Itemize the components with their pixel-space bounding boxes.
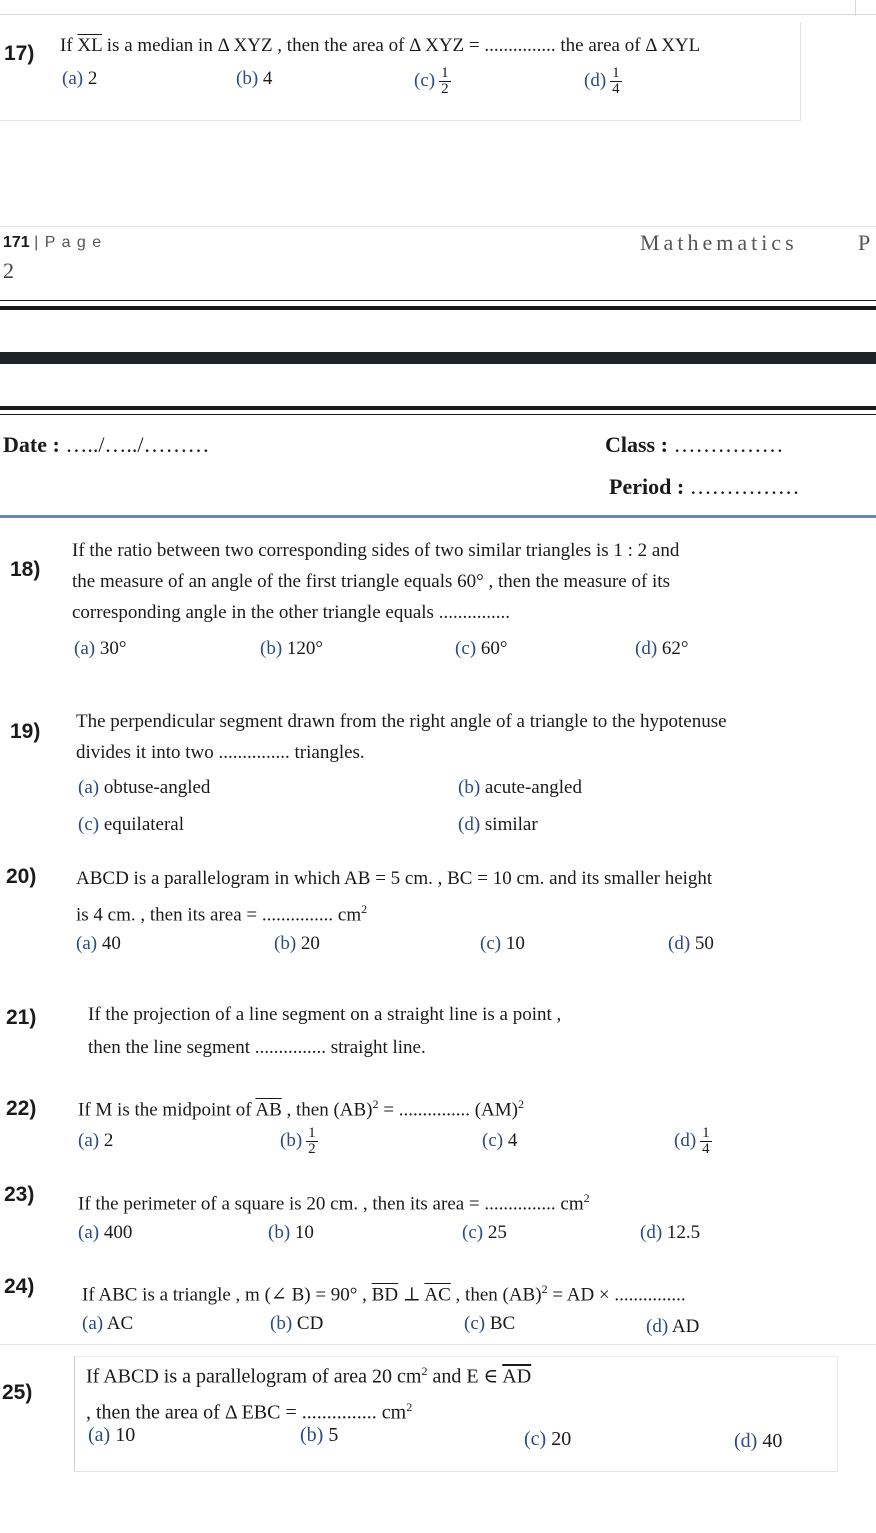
q25-option-d[interactable]: (d) 40 xyxy=(734,1430,783,1452)
blank: ............... xyxy=(398,1099,470,1121)
question-20-number: 20) xyxy=(6,865,37,888)
page-word: | P a g e xyxy=(34,234,103,251)
question-18-number: 18) xyxy=(10,558,41,581)
q23-option-d[interactable]: (d) 12.5 xyxy=(640,1222,701,1243)
segment-xl: $\overline{XL}$ xyxy=(77,35,103,56)
footer-rule xyxy=(0,226,876,227)
break-rule-2 xyxy=(0,306,876,310)
question-20-text: ABCD is a parallelogram in which AB = 5 cm. , BC = 10 cm. and its smaller height is 4 cm. , then its area = ............... $cm^2$ xyxy=(76,868,713,926)
segment-ac: $\overline{AC}$ xyxy=(424,1284,451,1306)
question-23-number: 23) xyxy=(4,1183,35,1206)
segment-bd: $\overline{BD}$ xyxy=(371,1284,399,1306)
q20-option-d[interactable]: (d) 50 xyxy=(668,933,714,954)
q24-rule xyxy=(0,1344,876,1345)
question-19-text: The perpendicular segment drawn from the right angle of a triangle to the hypotenuse divides it into two ............... triangles. xyxy=(76,711,727,763)
question-25-number: 25) xyxy=(2,1381,33,1404)
q25-option-b[interactable]: (b) 5 xyxy=(300,1424,339,1446)
question-25-text: If ABCD is a parallelogram of area 20 $cm^2$ and E ∈ $\overline{AD}$ , then the area of Δ EBC = ............... $cm^2$ xyxy=(86,1364,532,1424)
blank: ............... xyxy=(438,602,510,623)
blank: ............... xyxy=(614,1284,686,1306)
option-a[interactable]: (a) 2 xyxy=(62,68,98,89)
period-field: Period : …………… xyxy=(609,474,800,499)
blank: ............... xyxy=(484,35,556,56)
q25-option-c[interactable]: (c) 20 xyxy=(524,1428,572,1450)
blank: ............... xyxy=(218,742,290,763)
q22-option-c[interactable]: (c) 4 xyxy=(482,1130,518,1151)
break-rule-3 xyxy=(0,406,876,410)
q23-option-a[interactable]: (a) 400 xyxy=(78,1222,133,1243)
page-footer xyxy=(3,234,102,252)
segment-ab: $\overline{AB}$ xyxy=(255,1099,282,1121)
q18-option-d[interactable]: (d) 62° xyxy=(635,638,689,659)
question-21-text: If the projection of a line segment on a straight line is a point , then the line segment ............... straight line. xyxy=(88,1004,562,1058)
question-text: If $\overline{XL}$ is a median in Δ XYZ , then the area of Δ XYZ = ............... the area of Δ XYL xyxy=(60,35,701,56)
top-rule xyxy=(0,14,876,15)
q24-option-d[interactable]: (d) AD xyxy=(646,1316,700,1337)
option-b[interactable]: (b) 4 xyxy=(236,68,273,89)
blank: ............... xyxy=(261,904,334,926)
option-d[interactable]: (d) $\frac{1}{4}$ xyxy=(584,65,620,97)
q19-option-b[interactable]: (b) acute-angled xyxy=(458,777,582,798)
q22-option-a[interactable]: (a) 2 xyxy=(78,1130,114,1151)
blank: ............... xyxy=(301,1401,377,1424)
question-24-number: 24) xyxy=(4,1275,35,1298)
q24-option-c[interactable]: (c) BC xyxy=(464,1313,516,1334)
question-number: 17) xyxy=(4,42,35,65)
break-band xyxy=(0,352,876,364)
q19-option-a[interactable]: (a) obtuse-angled xyxy=(78,777,211,798)
question-24-text: If ABC is a triangle , m (∠ B) = 90° , $\overline{BD}$ ⊥ $\overline{AC}$ , then (AB)$^2$ = AD × ............... xyxy=(82,1282,686,1306)
blank: ............... xyxy=(484,1193,556,1215)
q22-option-d[interactable]: (d) $\frac{1}{4}$ xyxy=(674,1125,710,1157)
q20-option-a[interactable]: (a) 40 xyxy=(76,933,121,954)
blank: ............... xyxy=(254,1037,326,1058)
subject-label: Mathematics xyxy=(640,230,798,255)
q24-option-b[interactable]: (b) CD xyxy=(270,1313,324,1334)
question-22-number: 22) xyxy=(6,1097,37,1120)
top-rule-edge xyxy=(855,0,856,16)
q18-option-b[interactable]: (b) 120° xyxy=(260,638,324,659)
q24-option-a[interactable]: (a) AC xyxy=(82,1313,134,1334)
header-underline xyxy=(0,515,876,518)
q20-option-b[interactable]: (b) 20 xyxy=(274,933,320,954)
q22-option-b[interactable]: (b) $\frac{1}{2}$ xyxy=(280,1125,316,1157)
question-22-text: If M is the midpoint of $\overline{AB}$ , then (AB)$^2$ = ............... (AM)$^2$ xyxy=(78,1097,525,1121)
q23-option-c[interactable]: (c) 25 xyxy=(462,1222,507,1243)
question-23-text: If the perimeter of a square is 20 cm. , then its area = ............... $cm^2$ xyxy=(78,1191,590,1215)
q18-option-a[interactable]: (a) 30° xyxy=(74,638,127,659)
question-18-text: If the ratio between two corresponding sides of two similar triangles is 1 : 2 and the measure of an angle of the first triangle equals 60° , then the measure of its corresponding angle in the other triangle equals ............... xyxy=(72,540,680,623)
page-number: 171 xyxy=(3,234,30,251)
q19-option-d[interactable]: (d) similar xyxy=(458,814,538,835)
class-field: Class : …………… xyxy=(605,432,784,457)
option-c[interactable]: (c) $\frac{1}{2}$ xyxy=(414,65,449,97)
subject-trail: P xyxy=(858,230,871,255)
q20-option-c[interactable]: (c) 10 xyxy=(480,933,525,954)
q18-option-c[interactable]: (c) 60° xyxy=(455,638,508,659)
q19-option-c[interactable]: (c) equilateral xyxy=(78,814,185,835)
footer-line2: 2 xyxy=(3,258,14,283)
question-19-number: 19) xyxy=(10,720,41,743)
question-21-number: 21) xyxy=(6,1006,37,1029)
question-17 xyxy=(0,22,801,121)
break-rule-4 xyxy=(0,414,876,415)
q23-option-b[interactable]: (b) 10 xyxy=(268,1222,314,1243)
break-rule-1 xyxy=(0,300,876,301)
segment-ad: $\overline{AD}$ xyxy=(502,1365,532,1388)
date-field: Date : …../…../……… xyxy=(3,432,210,457)
q25-option-a[interactable]: (a) 10 xyxy=(88,1424,136,1446)
